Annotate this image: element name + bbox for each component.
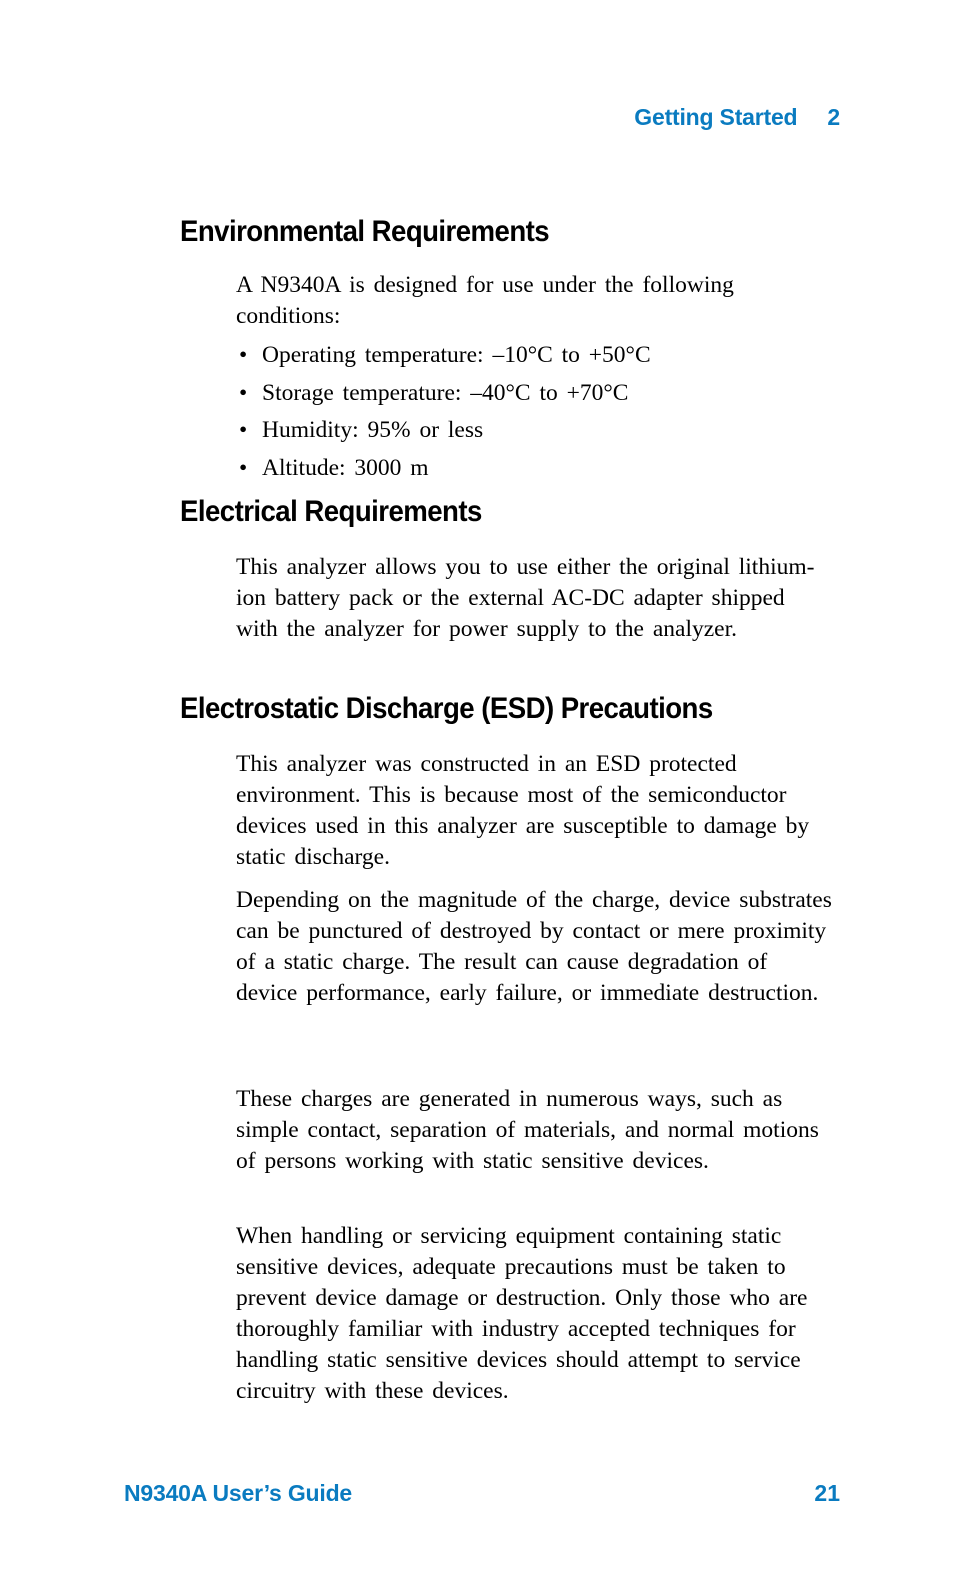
electrical-paragraph: This analyzer allows you to use either the original lithium-ion battery pack or the external AC-DC adapter shipped with the analyzer for power supply to the analyzer.	[236, 554, 815, 642]
bullet-icon: •	[239, 417, 248, 443]
environmental-intro: A N9340A is designed for use under the following conditions:	[236, 272, 734, 329]
condition-text: Humidity: 95% or less	[262, 417, 484, 443]
condition-item	[236, 450, 832, 488]
esd-paragraph-4: When handling or servicing equipment containing static sensitive devices, adequate precautions must be taken to prevent device damage or destruction. Only those who are thoroughly familiar with industry accepted techniques for handling static sensitive devices should attempt to service circuitry with these devices.	[236, 1223, 808, 1404]
header-section-title: Getting Started	[634, 104, 798, 130]
running-header	[634, 104, 840, 131]
environmental-heading: Environmental Requirements	[180, 215, 550, 248]
environmental-conditions-list	[236, 337, 832, 487]
footer-guide-title: N9340A User’s Guide	[124, 1480, 353, 1506]
header-chapter-number: 2	[827, 104, 840, 130]
esd-heading: Electrostatic Discharge (ESD) Precautions	[180, 692, 713, 725]
electrical-heading: Electrical Requirements	[180, 495, 482, 528]
esd-paragraph-1: This analyzer was constructed in an ESD protected environment. This is because most of the semiconductor devices used in this analyzer are susceptible to damage by static discharge.	[236, 751, 810, 870]
condition-text: Altitude: 3000 m	[262, 454, 429, 481]
bullet-icon: •	[239, 342, 248, 368]
esd-paragraph-2: Depending on the magnitude of the charge, device substrates can be punctured of destroyed by contact or mere proximity of a static charge. The result can cause degradation of device performance, early failure, or immediate destruction.	[236, 887, 832, 1006]
condition-text: Operating temperature: –10°C to +50°C	[262, 342, 651, 368]
condition-text: Storage temperature: –40°C to +70°C	[262, 379, 629, 406]
footer-page-number: 21	[814, 1480, 840, 1506]
esd-paragraph-3: These charges are generated in numerous ways, such as simple contact, separation of materials, and normal motions of persons working with static sensitive devices.	[236, 1086, 819, 1174]
condition-item	[236, 375, 832, 413]
bullet-icon: •	[239, 379, 248, 406]
condition-item	[236, 337, 832, 375]
condition-item	[236, 412, 832, 450]
bullet-icon: •	[239, 454, 248, 481]
